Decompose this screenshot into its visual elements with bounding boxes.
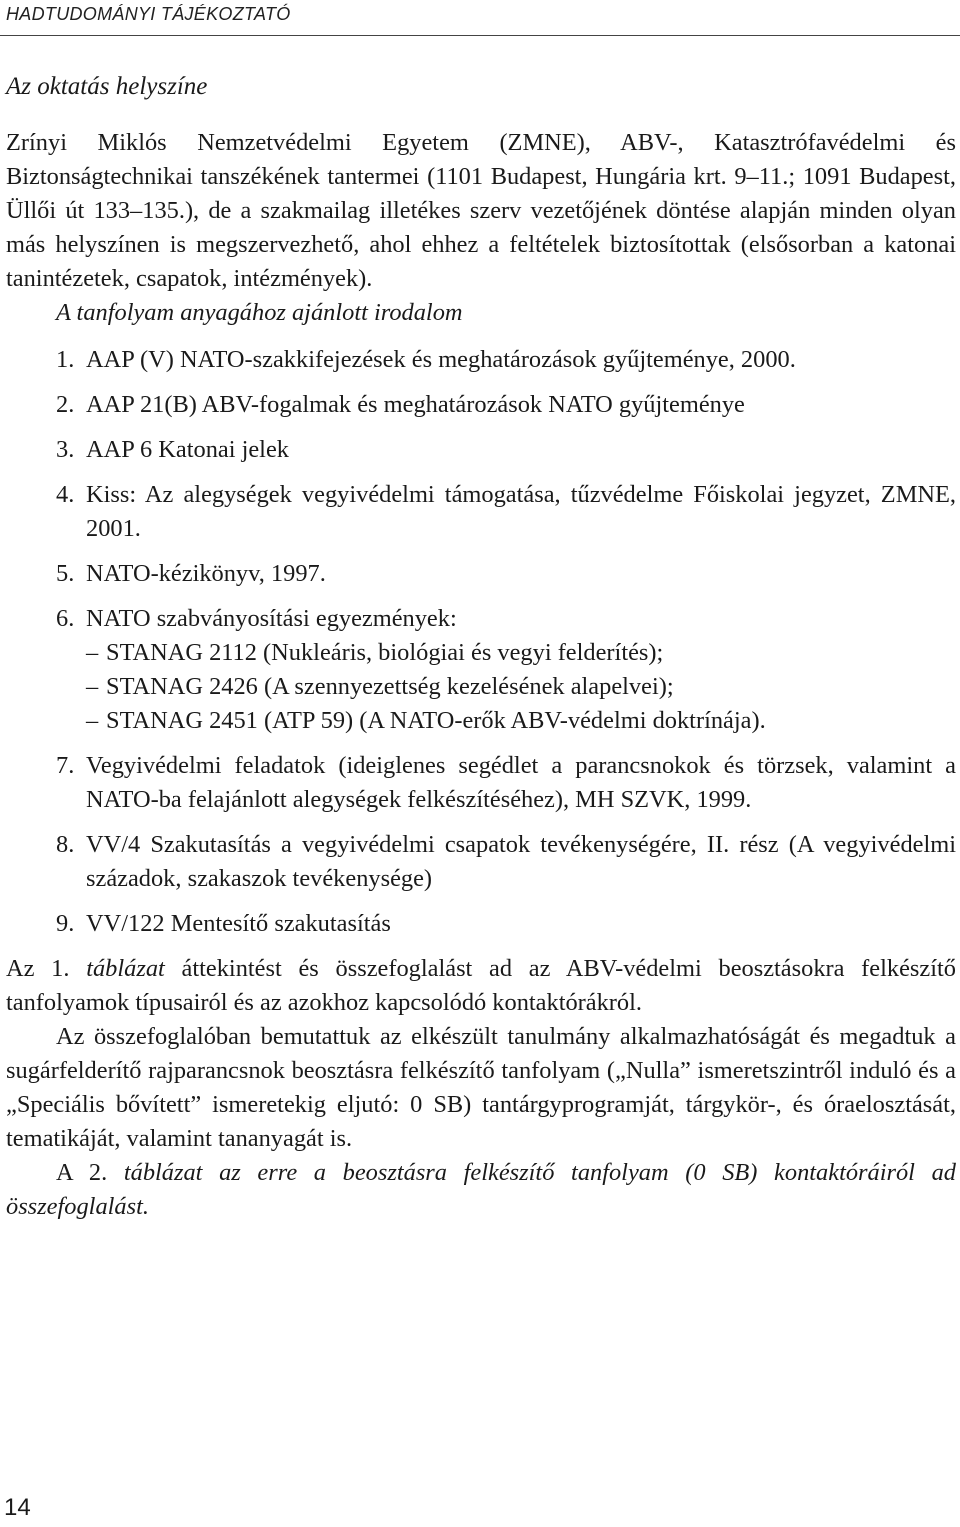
list-item: [6, 557, 956, 591]
dash-bullet: –: [86, 673, 99, 700]
summary-p3-start: A 2.: [56, 1159, 124, 1186]
running-header: HADTUDOMÁNYI TÁJÉKOZTATÓ: [6, 4, 291, 24]
page-number: 14: [4, 1494, 31, 1521]
list-item-number: 4.: [56, 481, 75, 508]
list-item-text: VV/122 Mentesítő szakutasítás: [86, 910, 391, 937]
sub-list-item: [86, 704, 956, 738]
list-item: [6, 343, 956, 377]
header-divider: [0, 35, 960, 36]
location-paragraph: Zrínyi Miklós Nemzetvédelmi Egyetem (ZMNE), ABV-, Katasztrófavédelmi és Biztonságtechnikai tanszékének tantermei (1101 Budapest, Hungária krt. 9–11.; 1091 Budapest, Üllői út 133–135.), de a szakmailag illetékes szerv vezetőjének döntése alapján minden olyan más helyszínen is megszervezhető, ahol ehhez a feltételek biztosítottak (elsősorban a katonai tanintézetek, csapatok, intézmények).: [6, 129, 956, 292]
sub-list-item: [86, 636, 956, 670]
list-item-text: Kiss: Az alegységek vegyivédelmi támogatása, tűzvédelme Főiskolai jegyzet, ZMNE, 2001.: [86, 481, 956, 542]
summary-p1-start: Az 1.: [6, 955, 87, 982]
literature-list: [6, 343, 956, 941]
summary-paragraph-1: [6, 952, 956, 1020]
list-item-number: 1.: [56, 346, 75, 373]
list-item-text: AAP 6 Katonai jelek: [86, 436, 289, 463]
list-item-text: VV/4 Szakutasítás a vegyivédelmi csapatok tevékenységére, II. rész (A vegyivédelmi századok, szakaszok tevékenysége): [86, 831, 956, 892]
sub-list-item-text: STANAG 2451 (ATP 59) (A NATO-erők ABV-védelmi doktrínája).: [106, 707, 766, 734]
list-item-text: NATO szabványosítási egyezmények:: [86, 605, 457, 632]
list-item: [6, 388, 956, 422]
section-title: Az oktatás helyszíne: [6, 73, 208, 100]
literature-title: A tanfolyam anyagához ajánlott irodalom: [56, 299, 463, 326]
list-item-number: 2.: [56, 391, 75, 418]
list-item-text: AAP (V) NATO-szakkifejezések és meghatározások gyűjteménye, 2000.: [86, 346, 796, 373]
list-item-number: 7.: [56, 752, 75, 779]
list-item-text: Vegyivédelmi feladatok (ideiglenes segédlet a parancsnokok és törzsek, valamint a NATO-ba felajánlott alegységek felkészítéséhez), MH SZVK, 1999.: [86, 752, 956, 813]
list-item-text: AAP 21(B) ABV-fogalmak és meghatározások NATO gyűjteménye: [86, 391, 745, 418]
sub-list-item-text: STANAG 2112 (Nukleáris, biológiai és vegyi felderítés);: [106, 639, 664, 666]
dash-bullet: –: [86, 639, 99, 666]
list-item-number: 9.: [56, 910, 75, 937]
list-item: [6, 478, 956, 546]
list-item: [6, 828, 956, 896]
list-item: [6, 907, 956, 941]
list-item-number: 6.: [56, 605, 75, 632]
list-item-text: NATO-kézikönyv, 1997.: [86, 560, 326, 587]
summary-paragraph-3: [6, 1156, 956, 1224]
summary-paragraph-2: Az összefoglalóban bemutattuk az elkészült tanulmány alkalmazhatóságát és megadtuk a sugárfelderítő rajparancsnok beosztásra felkészítő tanfolyam („Nulla” ismeretszintről induló és a „Speciális bővített” ismeretekig eljutó: 0 SB) tantárgyprogramját, tárgykör-, és óraelosztását, tematikáját, valamint tananyagát is.: [6, 1023, 956, 1152]
list-item: [6, 602, 956, 738]
dash-bullet: –: [86, 707, 99, 734]
list-item: [6, 749, 956, 817]
list-item-number: 3.: [56, 436, 75, 463]
list-item: [6, 433, 956, 467]
table-reference: táblázat: [86, 955, 165, 982]
sub-list-item: [86, 670, 956, 704]
sub-list-item-text: STANAG 2426 (A szennyezettség kezelésének alapelvei);: [106, 673, 674, 700]
page-body: [6, 70, 956, 1224]
summary-p3-italic: táblázat az erre a beosztásra felkészítő tanfolyam (0 SB) kontaktóráiról ad összefoglalást.: [6, 1159, 956, 1220]
list-item-number: 8.: [56, 831, 75, 858]
list-item-number: 5.: [56, 560, 75, 587]
summary-p1-rest: áttekintést és összefoglalást ad az ABV-védelmi beosztásokra felkészítő tanfolyamok típusairól és az azokhoz kapcsolódó kontaktórákról.: [6, 955, 956, 1016]
stanag-sublist: [86, 636, 956, 738]
